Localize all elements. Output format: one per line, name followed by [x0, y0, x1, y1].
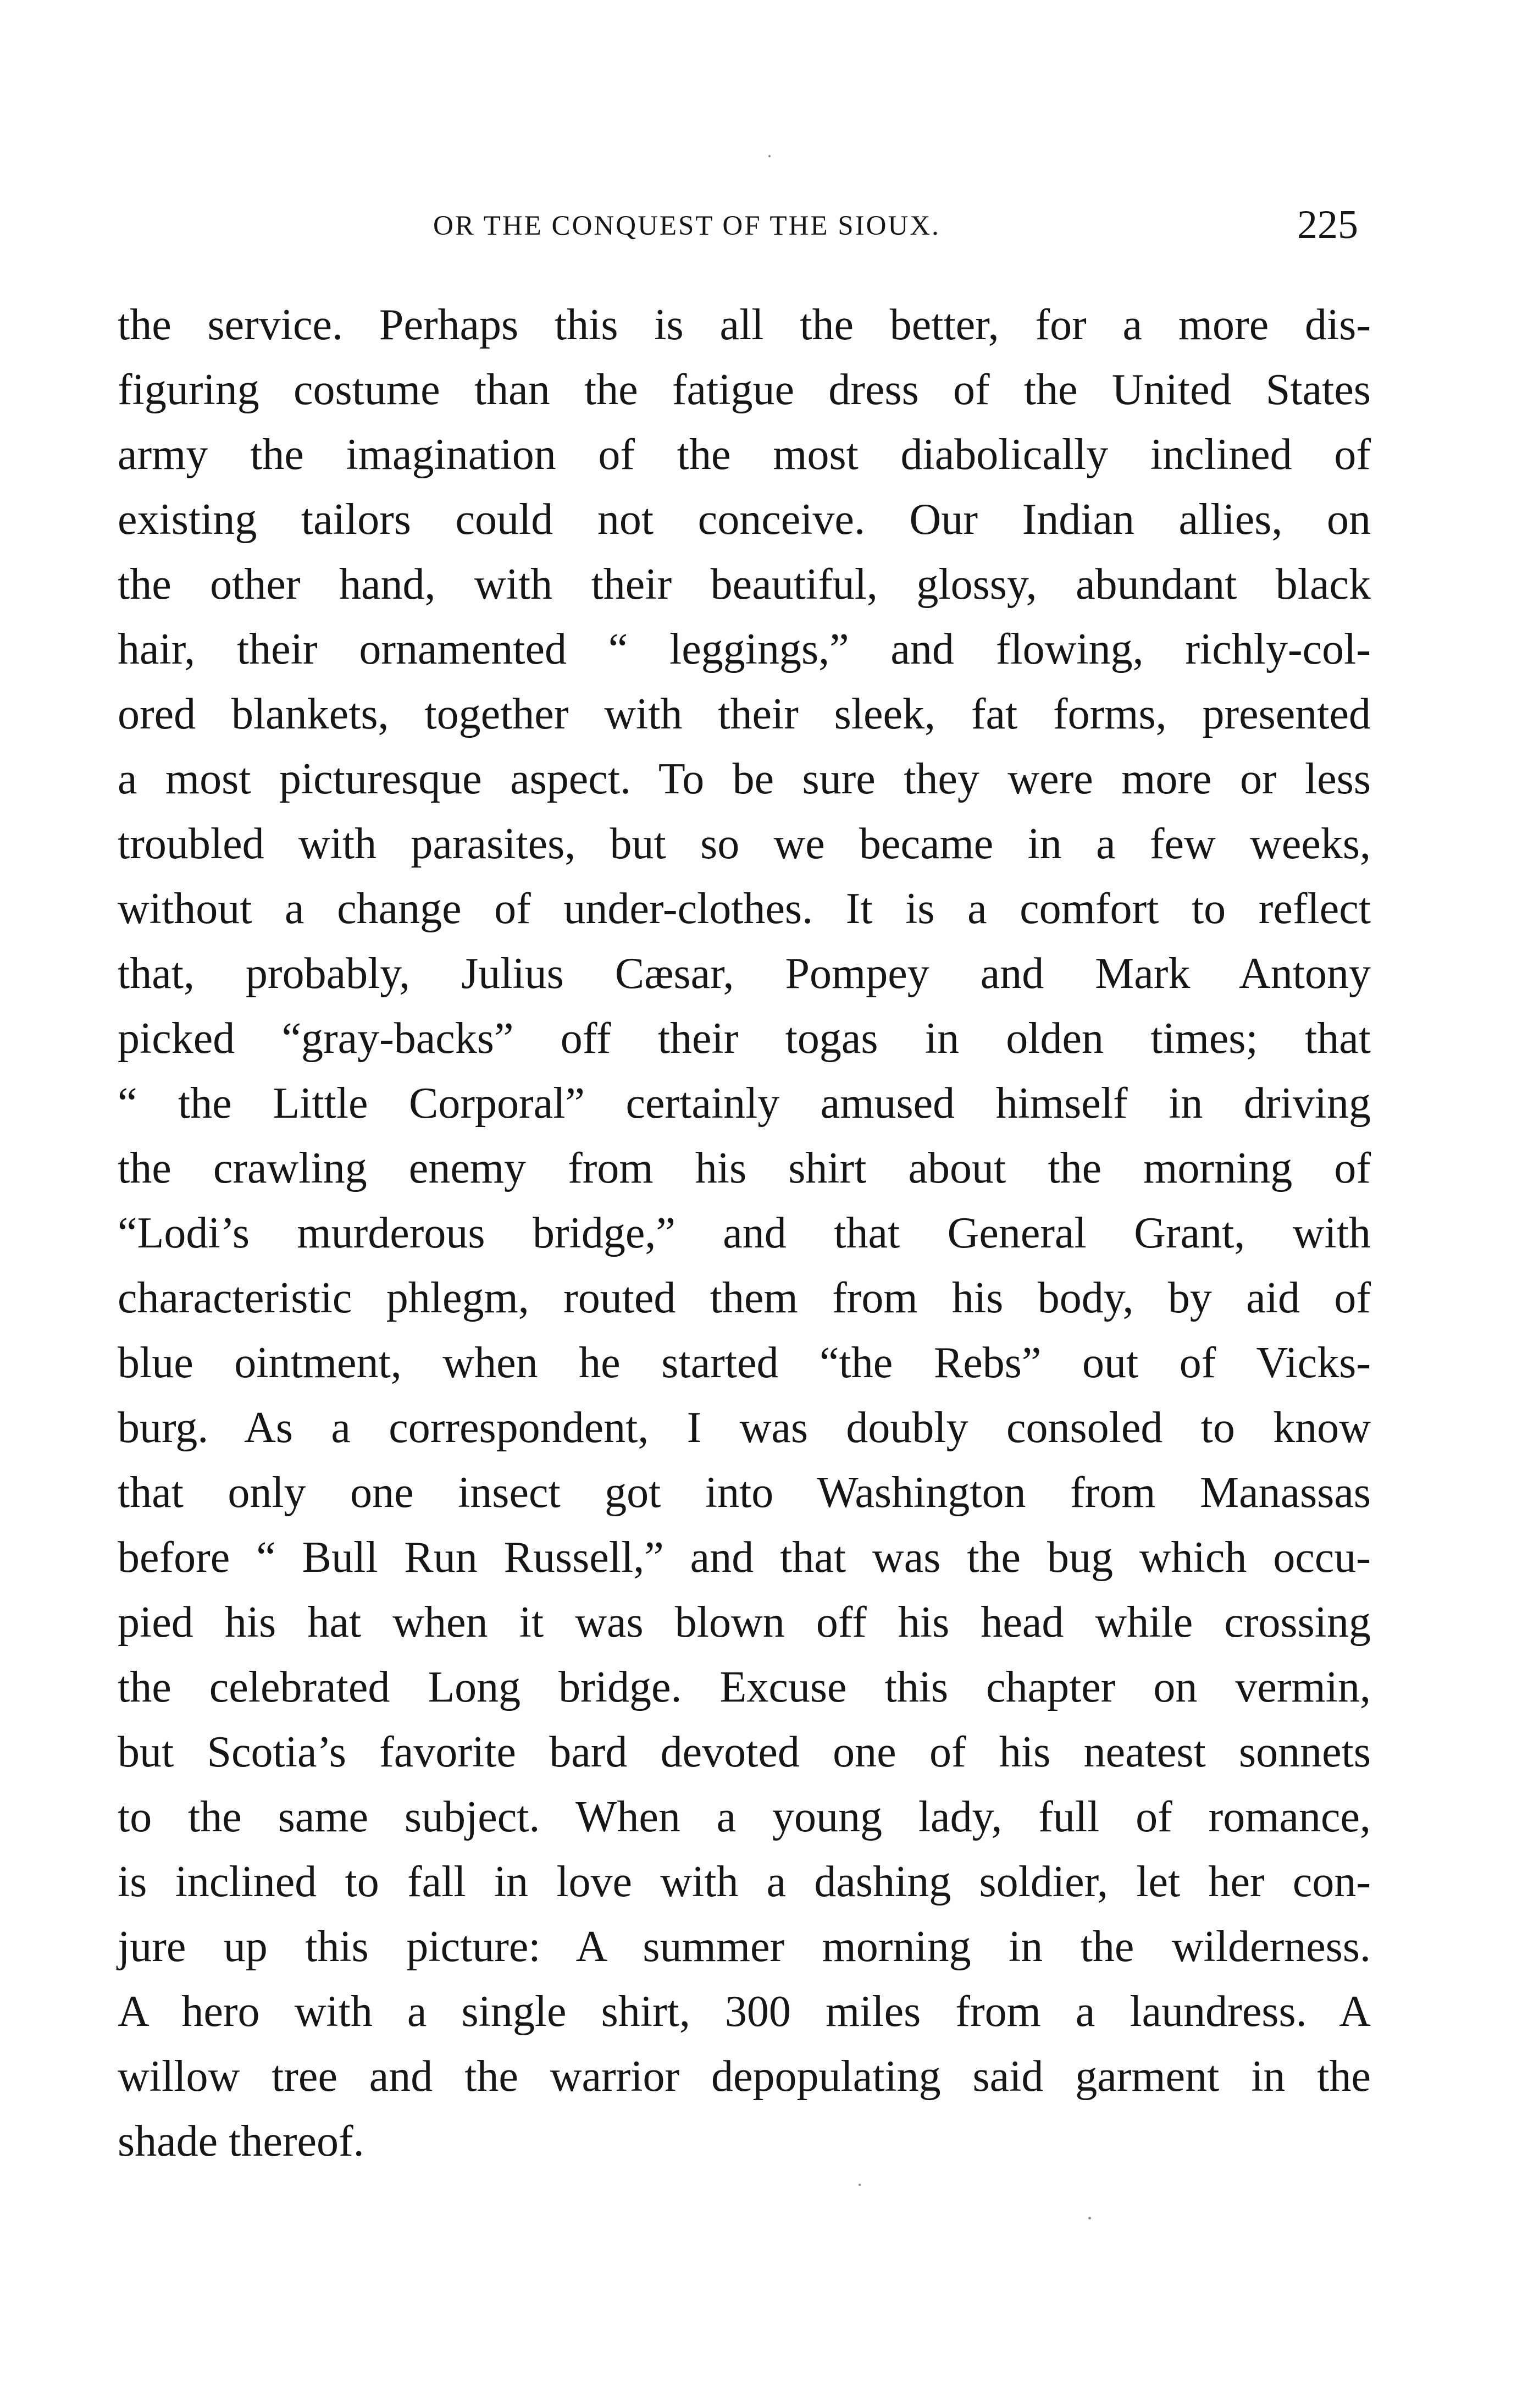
text-line: hair, their ornamented “ leggings,” and flowing, richly-col- — [118, 625, 1371, 673]
text-line: blue ointment, when he started “the Rebs” out of Vicks- — [118, 1339, 1371, 1387]
text-line: is inclined to fall in love with a dashing soldier, let her con- — [118, 1858, 1371, 1906]
paper-speck — [1088, 2217, 1091, 2219]
text-line: a most picturesque aspect. To be sure they were more or less — [118, 755, 1371, 803]
text-line: troubled with parasites, but so we became in a few weeks, — [118, 820, 1371, 868]
paper-speck — [768, 155, 771, 157]
text-line: before “ Bull Run Russell,” and that was the bug which occu- — [118, 1533, 1371, 1582]
text-line: “ the Little Corporal” certainly amused himself in driving — [118, 1079, 1371, 1128]
text-line: pied his hat when it was blown off his head while crossing — [118, 1598, 1371, 1647]
paper-speck — [859, 2184, 861, 2186]
text-line: shade thereof. — [118, 2117, 364, 2166]
text-line: picked “gray-backs” off their togas in olden times; that — [118, 1014, 1371, 1063]
text-line: army the imagination of the most diabolically inclined of — [118, 430, 1371, 479]
text-line: A hero with a single shirt, 300 miles from a laundress. A — [118, 1987, 1371, 2036]
running-head: OR THE CONQUEST OF THE SIOUX. — [433, 211, 940, 241]
text-line: the other hand, with their beautiful, glossy, abundant black — [118, 560, 1371, 609]
text-line: burg. As a correspondent, I was doubly consoled to know — [118, 1404, 1371, 1452]
text-line: but Scotia’s favorite bard devoted one of his neatest sonnets — [118, 1728, 1371, 1776]
text-line: that only one insect got into Washington from Manassas — [118, 1468, 1371, 1517]
text-line: that, probably, Julius Cæsar, Pompey and Mark Antony — [118, 949, 1371, 998]
text-line: without a change of under-clothes. It is a comfort to reflect — [118, 885, 1371, 933]
text-line: “Lodi’s murderous bridge,” and that General Grant, with — [118, 1209, 1371, 1257]
text-line: the crawling enemy from his shirt about the morning of — [118, 1144, 1371, 1192]
text-line: the service. Perhaps this is all the better, for a more dis- — [118, 301, 1371, 349]
page-number: 225 — [1297, 202, 1358, 247]
text-line: figuring costume than the fatigue dress of the United States — [118, 366, 1371, 414]
text-line: characteristic phlegm, routed them from his body, by aid of — [118, 1274, 1371, 1322]
text-line: ored blankets, together with their sleek, fat forms, presented — [118, 690, 1371, 738]
text-line: to the same subject. When a young lady, full of romance, — [118, 1793, 1371, 1841]
text-line: existing tailors could not conceive. Our Indian allies, on — [118, 495, 1371, 544]
text-line: willow tree and the warrior depopulating said garment in the — [118, 2052, 1371, 2101]
body-text — [118, 292, 1371, 2174]
text-line: jure up this picture: A summer morning in the wilderness. — [118, 1923, 1371, 1971]
text-line: the celebrated Long bridge. Excuse this chapter on vermin, — [118, 1663, 1371, 1711]
